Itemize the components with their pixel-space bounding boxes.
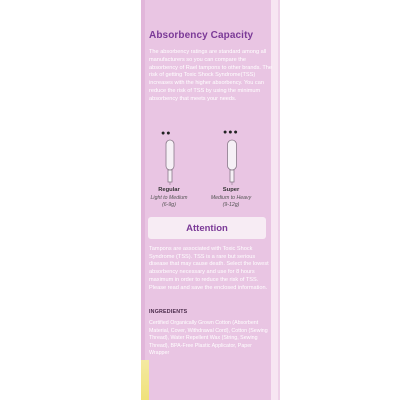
regular-range [139, 195, 199, 209]
regular-range-text: Light to Medium [150, 195, 188, 201]
ingredients-heading: INGREDIENTS [149, 309, 188, 315]
super-label: Super [222, 187, 240, 193]
super-drops-icon: ●●● [223, 129, 239, 136]
regular-drops-icon: ●● [161, 130, 172, 137]
ingredients-text: Certified Organically Grown Cotton (Absorbent Material, Cover, Withdrawal Cord), Cotton (Sewing Thread), Water Repellent Wax (String, Sewing Thread), BPA-Free Plastic Applicator, Paper Wrapper [149, 320, 268, 356]
box-yellow-accent [141, 360, 149, 400]
box-edge-fold [278, 0, 280, 400]
attention-text: Tampons are associated with Toxic Shock Syndrome (TSS). TSS is a rare but serious disease that may cause death. Select the lowest absorbency necessary and use for 8 hours maximum in order to reduce the risk of TSS. Please read and save the enclosed information. [149, 246, 269, 291]
super-grams-text: (9-12g) [222, 202, 240, 208]
regular-label: Regular [158, 187, 180, 193]
super-tampon-icon [224, 139, 240, 185]
absorbency-title: Absorbency Capacity [149, 30, 254, 41]
attention-heading: Attention [148, 217, 266, 239]
super-range-text: Medium to Heavy [210, 195, 252, 201]
regular-tampon-icon [162, 139, 178, 185]
absorbency-description: The absorbency ratings are standard among all manufacturers so you can compare the absorbency of Rael tampons to other brands. The risk of getting Toxic Shock Syndrome(TSS) increases with the higher absorbency. You can reduce the risk of TSS by using the minimum absorbency that meets your needs. [149, 49, 273, 102]
regular-grams-text: (6-9g) [162, 202, 176, 208]
super-range [201, 195, 261, 209]
